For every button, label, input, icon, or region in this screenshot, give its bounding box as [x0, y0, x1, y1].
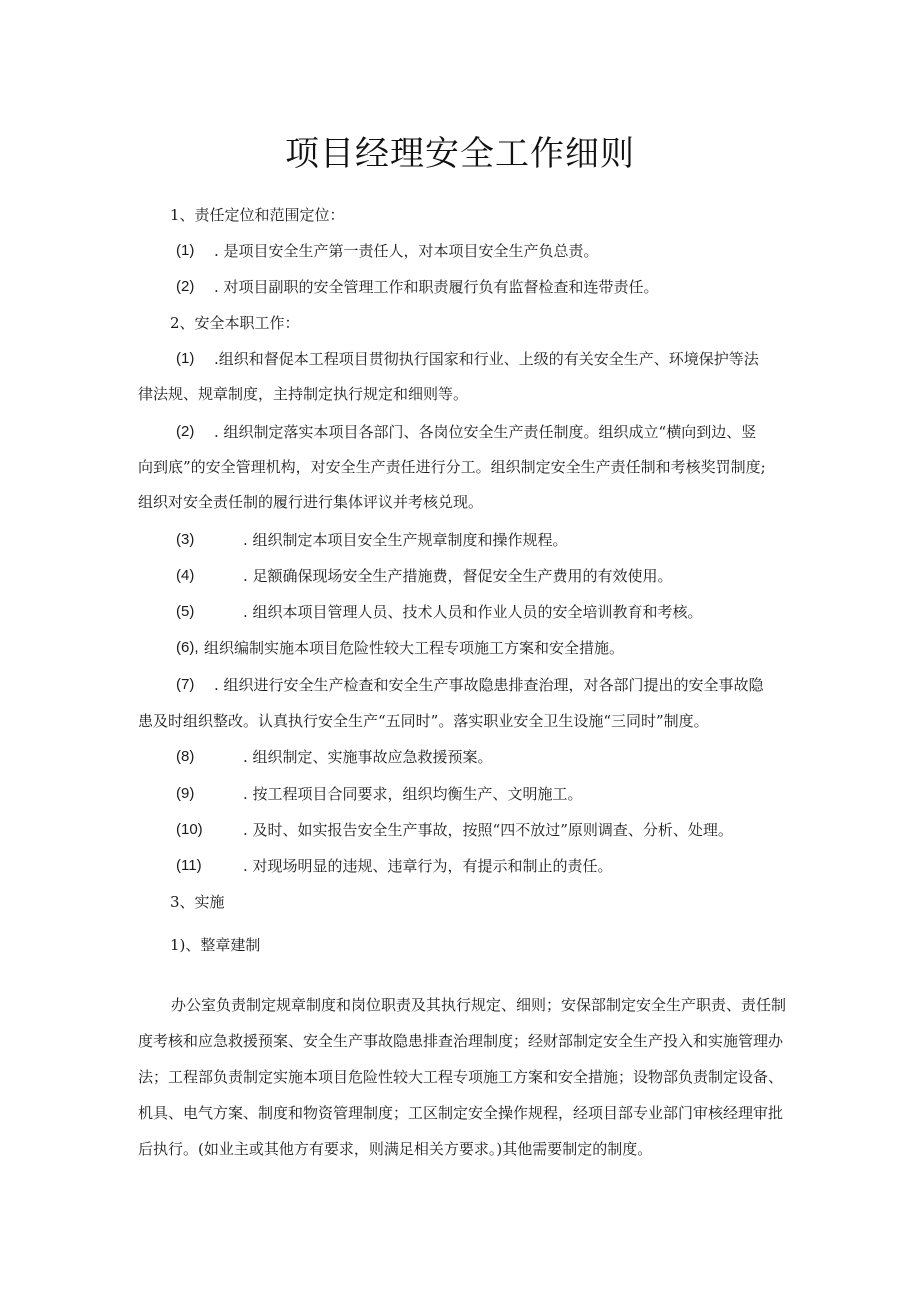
s2-item-11-number: (11)	[176, 857, 202, 874]
s2-item-9-text: . 按工程项目合同要求，组织均衡生产、文明施工。	[243, 785, 583, 803]
section-3-heading: 3、实施	[170, 893, 225, 911]
section-2-heading: 2、安全本职工作：	[170, 314, 300, 332]
s2-item-1-text-line-2: 律法规、规章制度，主持制定执行规定和细则等。	[138, 385, 469, 403]
s2-item-8-text: . 组织制定、实施事故应急救援预案。	[243, 748, 493, 766]
s1-item-1-number: (1)	[176, 242, 195, 259]
s2-item-1-text-line-1: .组织和督促本工程项目贯彻执行国家和行业、上级的有关安全生产、环境保护等法	[214, 350, 759, 368]
section-1-heading: 1、责任定位和范围定位：	[170, 206, 345, 224]
s2-item-8-number: (8)	[176, 748, 195, 765]
s2-item-5-text: . 组织本项目管理人员、技术人员和作业人员的安全培训教育和考核。	[243, 603, 703, 621]
section-3-paragraph: 办公室负责制定规章制度和岗位职责及其执行规定、细则；安保部制定安全生产职责、责任制度考核和应急救援预案、安全生产事故隐患排查治理制度；经财部制定安全生产投入和实施管理办法；工程部负责制定实施本项目危险性较大工程专项施工方案和安全措施；设物部负责制定设备、机具、电气方案、制度和物资管理制度；工区制定安全操作规程，经项目部专业部门审核经理审批后执行。(如业主或其他方有要求，则满足相关方要求。)其他需要制定的制度。	[138, 996, 787, 1158]
s1-item-2-text: . 对项目副职的安全管理工作和职责履行负有监督检查和连带责任。	[214, 278, 659, 296]
s2-item-2-text-line-2: 向到底”的安全管理机构，对安全生产责任进行分工。组织制定安全生产责任制和考核奖罚制度;	[138, 458, 766, 476]
s2-item-10-number: (10)	[176, 821, 203, 838]
s2-item-6-number: (6),	[176, 639, 199, 656]
s2-item-4-text: . 足额确保现场安全生产措施费，督促安全生产费用的有效使用。	[243, 567, 673, 585]
s2-item-7-text-line-1: . 组织进行安全生产检查和安全生产事故隐患排查治理，对各部门提出的安全事故隐	[214, 676, 764, 694]
s2-item-7-number: (7)	[176, 676, 195, 693]
s2-item-10-text: . 及时、如实报告安全生产事故，按照“四不放过”原则调查、分析、处理。	[243, 821, 733, 839]
s2-item-6-text: 组织编制实施本项目危险性较大工程专项施工方案和安全措施。	[204, 639, 625, 657]
s2-item-2-number: (2)	[176, 423, 195, 440]
s2-item-1-number: (1)	[176, 350, 195, 367]
s2-item-2-text-line-3: 组织对安全责任制的履行进行集体评议并考核兑现。	[138, 493, 484, 511]
document-title: 项目经理安全工作细则	[285, 134, 635, 174]
s2-item-3-number: (3)	[176, 531, 195, 548]
s2-item-3-text: . 组织制定本项目安全生产规章制度和操作规程。	[243, 531, 568, 549]
s1-item-2-number: (2)	[176, 278, 195, 295]
s2-item-11-text: . 对现场明显的违规、违章行为，有提示和制止的责任。	[243, 857, 613, 875]
section-3-subheading: 1)、整章建制	[170, 936, 261, 954]
s2-item-9-number: (9)	[176, 785, 195, 802]
s2-item-7-text-line-2: 患及时组织整改。认真执行安全生产“五同时”。落实职业安全卫生设施“三同时”制度。	[138, 712, 709, 730]
s2-item-5-number: (5)	[176, 603, 195, 620]
s1-item-1-text: . 是项目安全生产第一责任人，对本项目安全生产负总责。	[214, 242, 599, 260]
s2-item-4-number: (4)	[176, 567, 195, 584]
s2-item-2-text-line-1: . 组织制定落实本项目各部门、各岗位安全生产责任制度。组织成立“横向到边、竖	[214, 423, 757, 441]
